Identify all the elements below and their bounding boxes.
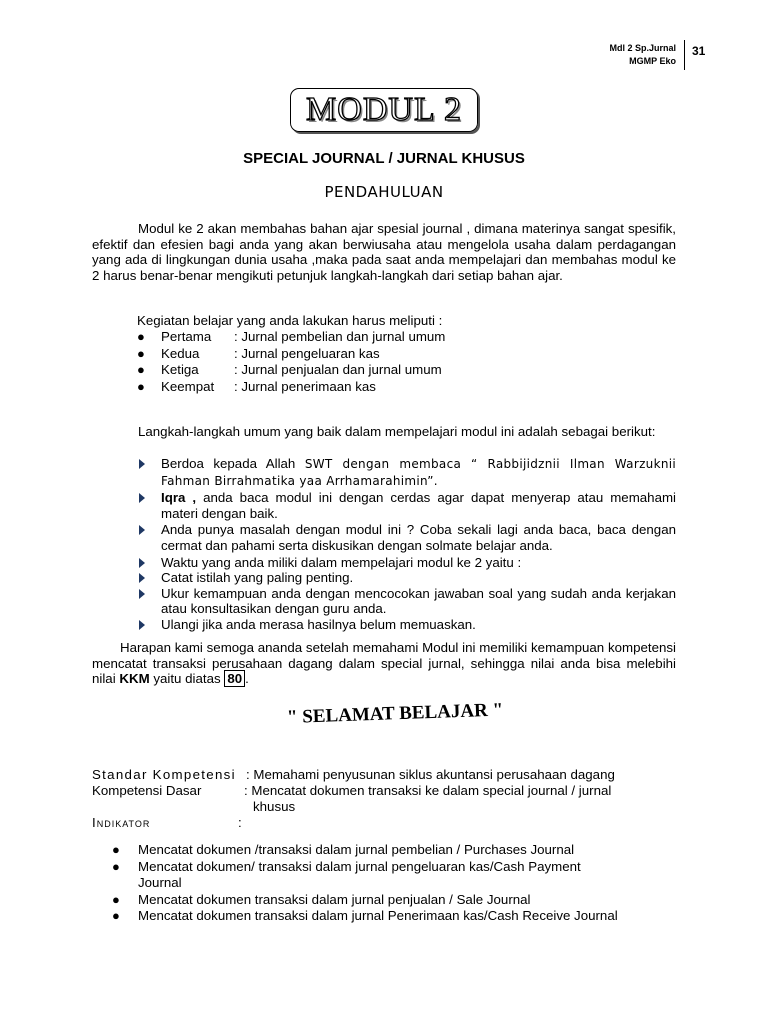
list-item	[139, 522, 676, 553]
activity-label: Ketiga	[161, 362, 199, 377]
standard-value: : Memahami penyusunan siklus akuntansi perusahaan dagang	[246, 767, 615, 782]
indicator-text: Mencatat dokumen transaksi dalam jurnal Penerimaan kas/Cash Receive Journal	[138, 908, 618, 923]
arrow-bullet-icon	[139, 525, 145, 535]
activity-value: : Jurnal penerimaan kas	[234, 378, 376, 394]
indicator-text-cont: Journal	[138, 875, 182, 890]
arrow-bullet-icon	[139, 493, 145, 503]
basic-competency-label: Kompetensi Dasar	[92, 783, 202, 798]
list-item	[137, 379, 445, 396]
bullet-icon: ●	[137, 378, 145, 394]
list-item	[139, 490, 676, 521]
list-item	[139, 456, 676, 489]
closing-paragraph	[92, 640, 676, 687]
module-title: MODUL 2	[306, 91, 462, 128]
steps-list	[139, 456, 676, 633]
step-text: Ukur kemampuan anda dengan mencocokan jawaban soal yang sudah anda kerjakan atau konsultasikan dengan guru anda.	[161, 585, 676, 617]
bullet-icon: ●	[112, 908, 120, 923]
module-title-box	[290, 88, 478, 132]
page-number: 31	[692, 44, 706, 58]
list-item	[112, 859, 682, 876]
competency-section	[92, 767, 692, 831]
basic-competency-value-cont: khusus	[253, 799, 296, 814]
header-line-1: Mdl 2 Sp.Jurnal	[609, 43, 676, 53]
steps-intro: Langkah-langkah umum yang baik dalam mempelajari modul ini adalah sebagai berikut:	[138, 424, 656, 439]
indicator-colon: :	[238, 815, 242, 830]
indicator-text: Mencatat dokumen transaksi dalam jurnal penjualan / Sale Journal	[138, 891, 531, 907]
list-item	[139, 586, 676, 617]
step-text: Anda punya masalah dengan modul ini ? Coba sekali lagi anda baca, baca dengan cermat dan pahami serta diskusikan dengan solmate belajar anda.	[161, 522, 676, 553]
step-bold-text: Iqra ,	[161, 490, 197, 506]
step-text: SWT dengan membaca “ Rabbijidznii Ilman Warzuknii Fahman Birrahmatika yaa Arrhamarahimin”.	[161, 457, 676, 488]
bullet-icon: ●	[137, 362, 145, 377]
step-text: Catat istilah yang paling penting.	[161, 570, 354, 586]
bullet-icon: ●	[112, 858, 120, 874]
closing-text: Harapan kami semoga ananda setelah memahami Modul ini memiliki kemampuan kompetensi mencatat transaksi perusahaan dagang dalam special jurnal, sehingga nilai anda bisa melebihi nilai	[92, 640, 676, 687]
standard-label: Standar Kompetensi	[92, 767, 236, 782]
activity-value: : Jurnal pengeluaran kas	[234, 345, 380, 361]
list-item	[137, 346, 445, 363]
step-text: anda baca modul ini dengan cerdas agar dapat menyerap atau memahami materi dengan baik.	[161, 490, 676, 521]
kkm-label: KKM	[119, 671, 150, 687]
header-text	[560, 42, 676, 68]
section-title: PENDAHULUAN	[324, 183, 444, 201]
arrow-bullet-icon	[139, 459, 145, 469]
activities-list	[137, 329, 445, 395]
arrow-bullet-icon	[139, 589, 145, 599]
indicator-list	[112, 842, 682, 925]
activities-intro: Kegiatan belajar yang anda lakukan harus meliputi :	[137, 313, 443, 328]
basic-competency-value: : Mencatat dokumen transaksi ke dalam special journal / jurnal	[244, 783, 612, 798]
kkm-score-box: 80	[224, 670, 245, 687]
header-divider	[684, 40, 685, 70]
bullet-icon: ●	[112, 891, 120, 907]
list-item	[139, 617, 676, 633]
greeting-banner: " SELAMAT BELAJAR "	[286, 699, 504, 728]
activity-label: Kedua	[161, 345, 200, 361]
list-item	[137, 362, 445, 379]
arrow-bullet-icon	[139, 573, 145, 583]
activity-label: Pertama	[161, 329, 212, 344]
list-item	[112, 842, 682, 859]
intro-paragraph: Modul ke 2 akan membahas bahan ajar spesial journal , dimana materinya sangat spesifik, efektif dan efesien bagi anda yang akan berwiusaha atau mengelola usaha dalam perdagangan yang ada di lingkungan dunia usaha ,maka pada saat anda mempelajari dan membahas modul ke 2 harus benar-benar mengikuti petunjuk langkah-langkah dari setiap bahan ajar.	[92, 221, 676, 283]
bullet-icon: ●	[137, 345, 145, 361]
list-item	[112, 908, 682, 925]
step-text: Ulangi jika anda merasa hasilnya belum memuaskan.	[161, 616, 476, 632]
activity-value: : Jurnal penjualan dan jurnal umum	[234, 362, 442, 377]
activity-label: Keempat	[161, 378, 215, 394]
indicator-text: Mencatat dokumen /transaksi dalam jurnal pembelian / Purchases Journal	[138, 842, 575, 857]
arrow-bullet-icon	[139, 558, 145, 568]
arrow-bullet-icon	[139, 620, 145, 630]
step-text: Waktu yang anda miliki dalam mempelajari modul ke 2 yaitu :	[161, 554, 522, 570]
list-item	[139, 555, 676, 571]
closing-text-end: .	[245, 671, 249, 687]
step-text: Berdoa kepada Allah	[161, 456, 305, 471]
document-title: SPECIAL JOURNAL / JURNAL KHUSUS	[243, 150, 525, 167]
list-item	[139, 570, 676, 586]
closing-text-mid: yaitu diatas	[149, 671, 225, 687]
indicator-label: Indikator	[92, 815, 151, 830]
bullet-icon: ●	[137, 329, 145, 344]
list-item	[137, 329, 445, 346]
indicator-text: Mencatat dokumen/ transaksi dalam jurnal pengeluaran kas/Cash Payment	[138, 858, 581, 874]
activity-value: : Jurnal pembelian dan jurnal umum	[234, 329, 446, 344]
header-line-2: MGMP Eko	[629, 56, 676, 66]
list-item	[112, 892, 682, 909]
bullet-icon: ●	[112, 842, 120, 857]
